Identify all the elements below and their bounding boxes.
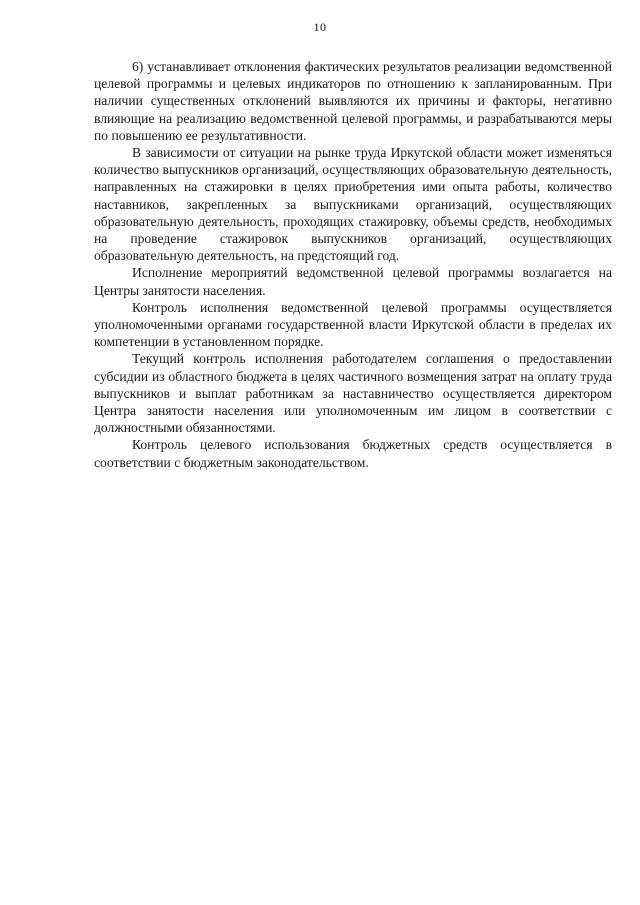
paragraph-labor-market: В зависимости от ситуации на рынке труда Иркутской области может изменяться количество выпускников организаций, осуществляющих образовательную деятельность, направленных на стажировки в целях приобретения ими опыта работы, количество наставников, закрепленных за выпускниками организаций, осуществляющих образовательную деятельность, проходящих стажировку, объемы средств, необходимых на проведение стажировок выпускников организаций, осуществляющих образовательную деятельность, на предстоящий год. — [94, 145, 612, 264]
paragraph-execution: Исполнение мероприятий ведомственной целевой программы возлагается на Центры занятости населения. — [94, 265, 612, 298]
paragraph-budget-control: Контроль целевого использования бюджетных средств осуществляется в соответствии с бюджетным законодательством. — [94, 437, 612, 470]
paragraph-current-control: Текущий контроль исполнения работодателем соглашения о предоставлении субсидии из областного бюджета в целях частичного возмещения затрат на оплату труда выпускников и выплат работникам за наставничество осуществляется директором Центра занятости населения или уполномоченным им лицом в соответствии с должностными обязанностями. — [94, 351, 612, 436]
page-number: 10 — [313, 20, 327, 34]
paragraph-program-control: Контроль исполнения ведомственной целевой программы осуществляется уполномоченными органами государственной власти Иркутской области в пределах их компетенции в установленном порядке. — [94, 299, 612, 350]
document-body — [94, 58, 612, 471]
paragraph-deviations: 6) устанавливает отклонения фактических результатов реализации ведомственной целевой программы и целевых индикаторов по отношению к запланированным. При наличии существенных отклонений выявляются их причины и факторы, негативно влияющие на реализацию ведомственной целевой программы, и разрабатываются меры по повышению ее результативности. — [94, 59, 612, 143]
